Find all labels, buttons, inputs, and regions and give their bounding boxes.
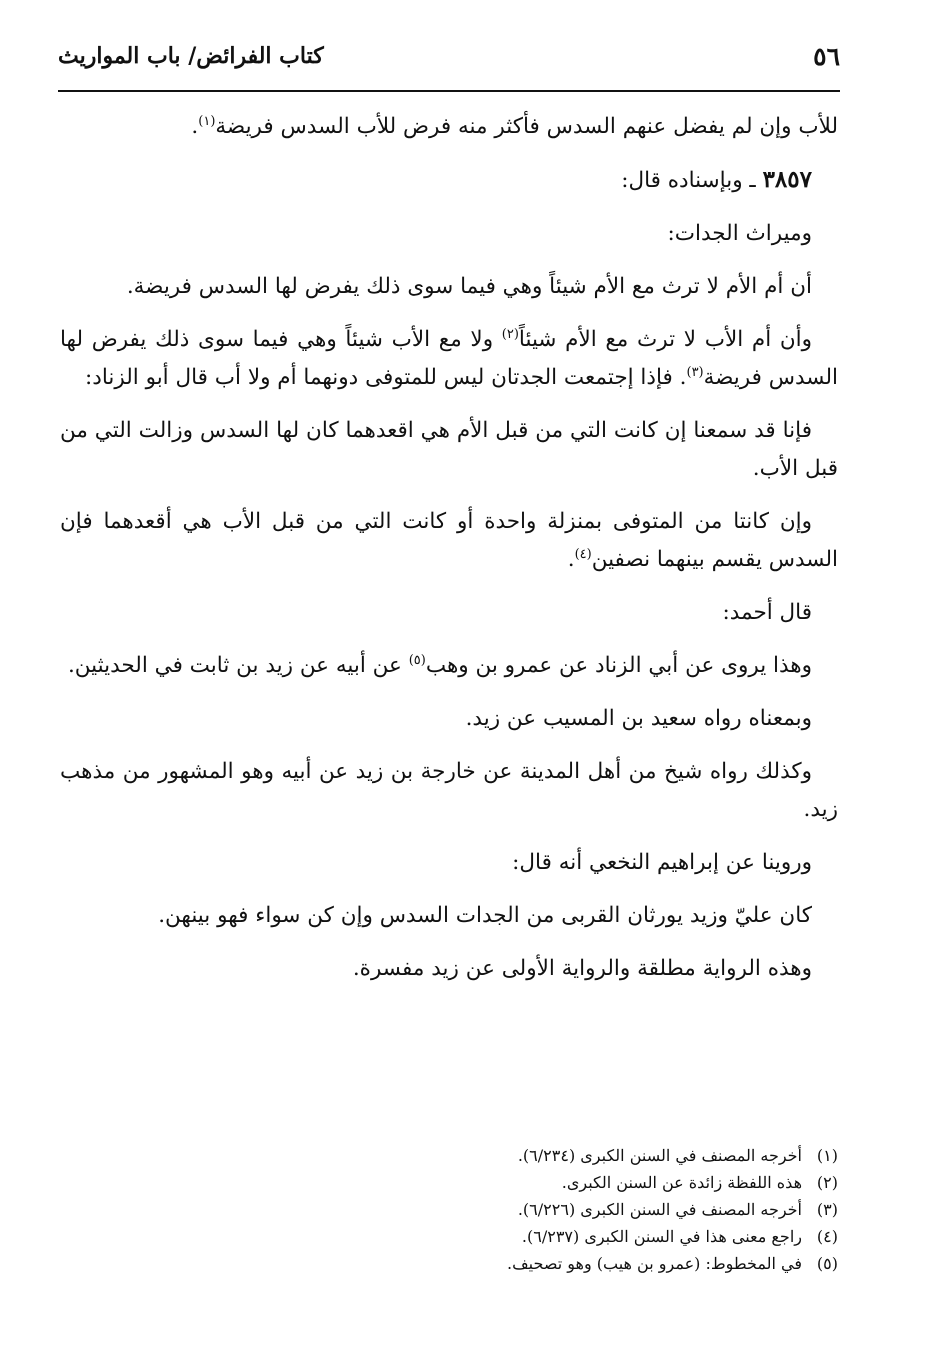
- paragraph-12: وروينا عن إبراهيم النخعي أنه قال:: [512, 850, 812, 875]
- footnote-ref-1: (١): [198, 113, 216, 129]
- paragraph-3: وميراث الجدات:: [667, 221, 812, 246]
- page-number: ٥٦: [813, 41, 840, 71]
- header-rule: [58, 90, 840, 92]
- footnote-4: (٤) راجع معنى هذا في السنن الكبرى (٦/٢٣٧).: [521, 1227, 838, 1246]
- hadith-heading: ٣٨٥٧ ـ وبإسناده قال:: [621, 166, 812, 193]
- main-text: [60, 108, 838, 1003]
- footnote-1: (١) أخرجه المصنف في السنن الكبرى (٦/٢٣٤).: [517, 1146, 838, 1165]
- page-header: [58, 36, 840, 76]
- footnote-3: (٣) أخرجه المصنف في السنن الكبرى (٦/٢٢٦).: [517, 1200, 838, 1219]
- paragraph-8: قال أحمد:: [722, 600, 812, 625]
- paragraph-10: وبمعناه رواه سعيد بن المسيب عن زيد.: [465, 706, 812, 731]
- paragraph-11: وكذلك رواه شيخ من أهل المدينة عن خارجة بن زيد عن أبيه وهو المشهور من مذهب زيد.: [60, 759, 838, 822]
- footnote-2: (٢) هذه اللفظة زائدة عن السنن الكبرى.: [561, 1173, 838, 1192]
- footnote-ref-2: (٢): [501, 326, 519, 342]
- paragraph-4: أن أم الأم لا ترث مع الأم شيئاً وهي فيما سوى ذلك يفرض لها السدس فريضة.: [126, 274, 812, 299]
- footnote-ref-3: (٣): [686, 364, 704, 380]
- hadith-number: ٣٨٥٧: [762, 166, 812, 193]
- footnotes: [100, 1142, 838, 1277]
- paragraph-1: للأب وإن لم يفضل عنهم السدس فأكثر منه فرض للأب السدس فريضة$^{(١)}$.: [191, 113, 838, 139]
- paragraph-5: وأن أم الأب لا ترث مع الأم شيئاً$^{(٢)}$ ولا مع الأب شيئاً وهي فيما سوى ذلك يفرض لها السدس فريضة$^{(٣)}$. فإذا إجتمعت الجدتان ليس للمتوفى دونهما أم ولا أب قال أبو الزناد:: [60, 326, 838, 390]
- paragraph-9: وهذا يروى عن أبي الزناد عن عمرو بن وهب$^{(٥)}$ عن أبيه عن زيد بن ثابت في الحديثين.: [67, 652, 812, 678]
- paragraph-13: كان عليّ وزيد يورثان القربى من الجدات السدس وإن كن سواء فهو بينهن.: [158, 903, 812, 928]
- footnote-ref-4: (٤): [574, 546, 592, 562]
- running-title: كتاب الفرائض/ باب المواريث: [58, 43, 324, 69]
- paragraph-6: فإنا قد سمعنا إن كانت التي من قبل الأم هي اقعدهما كان لها السدس وزالت التي من قبل الأب.: [60, 418, 838, 481]
- paragraph-7: وإن كانتا من المتوفى بمنزلة واحدة أو كانت التي من قبل الأب هي أقعدهما فإن السدس يقسم بينهما نصفين$^{(٤)}$.: [60, 509, 838, 572]
- footnote-ref-5: (٥): [408, 652, 426, 668]
- paragraph-14: وهذه الرواية مطلقة والرواية الأولى عن زيد مفسرة.: [352, 956, 812, 981]
- footnote-5: (٥) في المخطوط: (عمرو بن هيب) وهو تصحيف.: [507, 1254, 838, 1273]
